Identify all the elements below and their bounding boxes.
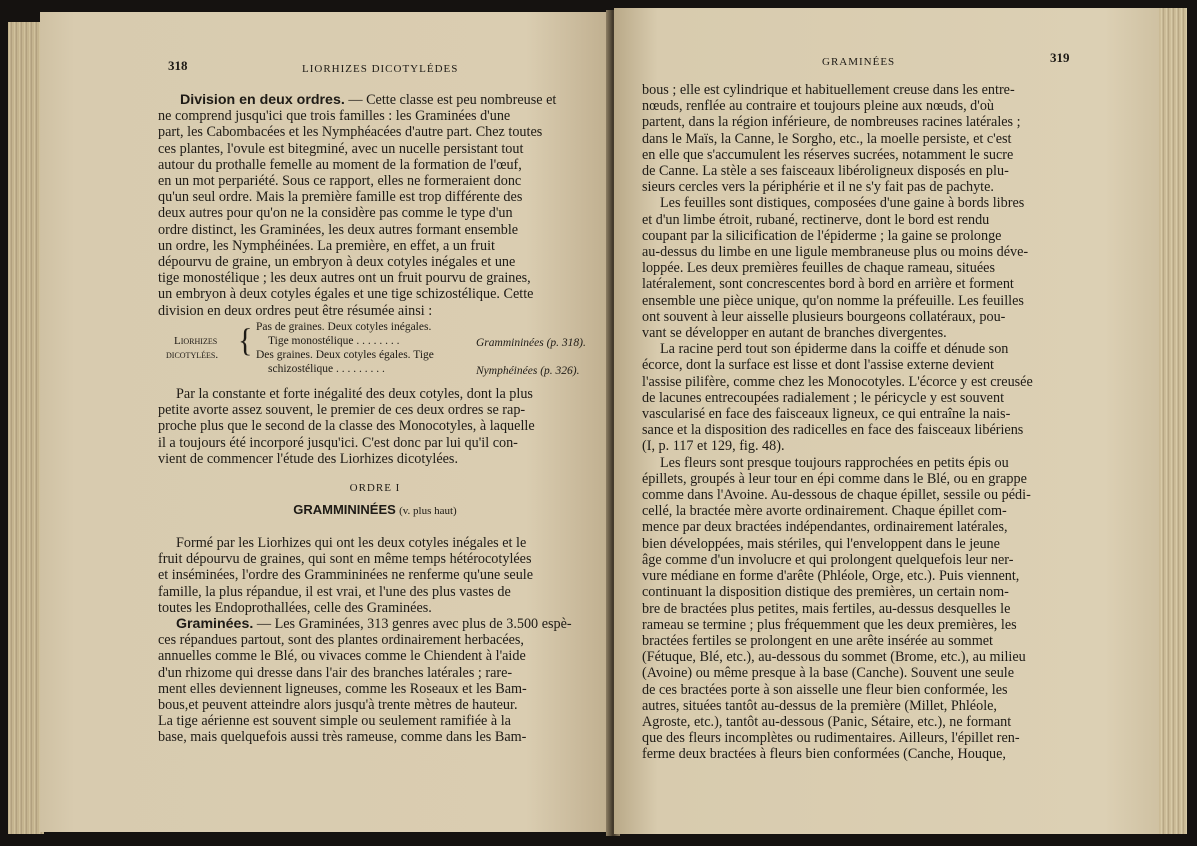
text-line: qu'un seul ordre. Mais la première famille est trop différente des xyxy=(158,189,523,206)
text-line: et inséminées, l'ordre des Grammininées ne renferme qu'une seule xyxy=(158,567,534,584)
text-line: proche plus que le second de la classe des Monocotyles, à laquelle xyxy=(158,418,535,435)
order-label: ORDRE I xyxy=(349,482,401,494)
text-line: (Fétuque, Blé, etc.), au-dessous du sommet (Brome, etc.), au milieu xyxy=(642,649,1026,666)
table-label-2: dicotylées. xyxy=(166,349,219,361)
text-line: que des fleurs incomplètes ou rudimentaires. Ailleurs, l'épillet ren- xyxy=(642,730,1020,747)
text-line: comme dans l'Avoine. Au-dessous de chaque épillet, sessile ou pédi- xyxy=(642,487,1031,504)
text-line: bre de bractées plus petites, mais fertiles, au-dessus desquelles le xyxy=(642,600,1011,617)
text-line: loppée. Les deux premières feuilles de chaque rameau, situées xyxy=(642,260,995,277)
text-line: Par la constante et forte inégalité des deux cotyles, dont la plus xyxy=(176,386,533,402)
left-page xyxy=(40,12,612,832)
text-line: ment elles deviennent ligneuses, comme les Roseaux et les Bam- xyxy=(158,680,527,697)
text-line: part, les Cabombacées et les Nymphéacées d'autre part. Chez toutes xyxy=(158,124,543,141)
text-line: (Avoine) ou même presque à la base (Canche). Souvent une seule xyxy=(642,665,1015,682)
text-line: toutes les Endoprothallées, celle des Graminées. xyxy=(158,599,432,616)
table-row1-line1: Pas de graines. Deux cotyles inégales. xyxy=(256,321,432,333)
table-row1-result: Grammininées (p. 318). xyxy=(476,337,586,349)
text-line: vant se développer en autant de branches divergentes. xyxy=(642,325,947,342)
text-line: de lacunes entrecoupées radialement ; le péricycle y est souvent xyxy=(642,389,1005,406)
table-row2-result: Nymphéinées (p. 326). xyxy=(476,365,580,377)
paragraph-4: Graminées. — Les Graminées, 313 genres avec plus de 3.500 espè- ces répandues partout, sont des plantes ordinairement herbacées, annuelles comme le Blé, ou vivaces comme le Chiendent à l'aide d'un rhizome qui dresse dans l'air des branches latérales ; rare- ment elles deviennent ligneuses, comme les Roseaux et les Bam- bous,et peuvent atteindre alors jusqu'à trente mètres de hauteur. La tige aérienne est souvent simple ou seulement ramifiée à la base, mais quelquefois aussi très rameuse, comme dans les Bam- xyxy=(158,616,592,746)
text-line: partent, dans la région inférieure, de nombreuses racines latérales ; xyxy=(642,114,1021,131)
graminees-heading: Graminées. xyxy=(176,616,254,632)
text-line: vure médiane en forme d'arête (Phléole, Orge, etc.). Puis viennent, xyxy=(642,568,1020,585)
text-line: coupant par la silicification de l'épiderme ; la gaine se prolonge xyxy=(642,227,1002,244)
text-line: écorce, dont la surface est lisse et dont l'assise externe devient xyxy=(642,357,994,374)
text-line: âge comme d'un involucre et qui prolongent quelquefois leur ner- xyxy=(642,551,1014,568)
text-line: l'assise pilifère, comme chez les Monocotyles. L'écorce y est creusée xyxy=(642,373,1033,390)
page-number-right: 319 xyxy=(1050,50,1070,65)
text-line: continuant la disposition distique des premières, un certain nom- xyxy=(642,584,1009,601)
order-title: GRAMMININÉES xyxy=(293,502,396,517)
text-line: petite avorte assez souvent, le premier de ces deux ordres se rap- xyxy=(158,402,526,419)
running-header-right: GRAMINÉES xyxy=(822,56,896,68)
text-line: épillets, groupés à leur tour en épi comme dans le Blé, ou en grappe xyxy=(642,470,1027,487)
text-line: vascularisé en face des faisceaux ligneux, ce qui entraîne la nais- xyxy=(642,406,1011,423)
text-line: deux autres pour qu'on ne la considère pas comme le type d'un xyxy=(158,205,513,222)
text-line: rameau se termine ; plus fréquemment que les deux premières, les xyxy=(642,616,1017,633)
text-line: sance et la disposition des radicelles en face des faisceaux libériens xyxy=(642,422,1024,439)
text-line: autour du prothalle femelle au moment de la formation de l'œuf, xyxy=(158,156,522,173)
text-line: ordre distinct, les Graminées, les deux autres formant ensemble xyxy=(158,221,519,238)
text-line: bous,et peuvent atteindre alors jusqu'à trente mètres de hauteur. xyxy=(158,697,518,714)
text-line: (I, p. 117 et 129, fig. 48). xyxy=(642,438,785,455)
text-line: base, mais quelquefois aussi très rameuse, comme dans les Bam- xyxy=(158,729,527,746)
text-line: fruit dépourvu de graines, qui sont en même temps hétérocotylées xyxy=(158,551,532,568)
text-line: dépourvu de graine, un embryon à deux cotyles inégales et une xyxy=(158,254,516,271)
text-line: Les feuilles sont distiques, composées d'une gaine à bords libres xyxy=(660,195,1025,212)
text-line: Formé par les Liorhizes qui ont les deux cotyles inégales et le xyxy=(176,535,527,551)
page-edges-right xyxy=(1155,8,1187,834)
text-line: en elle que s'accumulent les réserves sucrées, notamment le sucre xyxy=(642,146,1014,163)
classification-table xyxy=(158,320,598,380)
right-page-text xyxy=(642,82,1082,763)
text-line: Agroste, etc.), tantôt au-dessous (Panic, Sétaire, etc.), ne formant xyxy=(642,713,1012,730)
text-line: il a toujours été incorporé jusqu'ici. C'est donc par lui qu'il con- xyxy=(158,434,518,451)
right-page xyxy=(614,8,1159,834)
paragraph-3 xyxy=(158,535,592,616)
text-line: au-dessus du limbe en une ligule membraneuse plus ou moins déve- xyxy=(642,244,1029,261)
text-line: un ordre, les Nymphéinées. La première, en effet, a un fruit xyxy=(158,237,495,254)
text-line: en un mot perpariété. Sous ce rapport, elles ne formeraient donc xyxy=(158,173,522,190)
text-line: ferme deux bractées à fleurs bien conformées (Canche, Houque, xyxy=(642,746,1006,763)
text-line: tige monostélique ; les deux autres ont un fruit pourvu de graines, xyxy=(158,270,531,287)
text-line: ne comprend jusqu'ici que trois familles : les Graminées d'une xyxy=(158,108,511,125)
text-line: ces plantes, l'ovule est bitegminé, avec un nucelle persistant tout xyxy=(158,140,524,157)
table-row2-line2: schizostélique . . . . . . . . . xyxy=(268,363,385,375)
table-label-1: Liorhizes xyxy=(174,335,218,347)
brace-icon: { xyxy=(238,322,253,359)
text-line: division en deux ordres peut être résumée ainsi : xyxy=(158,302,433,319)
text-line: annuelles comme le Blé, ou vivaces comme le Chiendent à l'aide xyxy=(158,648,526,665)
section-heading: Division en deux ordres. xyxy=(180,92,345,108)
text-line: de ces bractées porte à son aisselle une fleur bien conformée, les xyxy=(642,681,1008,698)
text-line: La tige aérienne est souvent simple ou seulement ramifiée à la xyxy=(158,713,511,730)
text-line: de Canne. La stèle a ses faisceaux libéroligneux disposés en plu- xyxy=(642,163,1009,180)
text-line: bien développées, mais stériles, qui l'enveloppent dans le jeune xyxy=(642,535,1000,552)
text-line: un embryon à deux cotyles égales et une tige schizostélique. Cette xyxy=(158,286,534,303)
text-line: bractées fertiles se prolongent en une arête insérée au sommet xyxy=(642,632,993,649)
text-line: nœuds, renflée au contraire et toujours pleine aux nœuds, d'où xyxy=(642,98,995,115)
text-line: autres, situées tantôt au-dessus de la première (Millet, Phléole, xyxy=(642,697,997,714)
text-line: sieurs cercles vers la périphérie et il ne s'y fait pas de pachyte. xyxy=(642,179,994,196)
text-line: et d'un limbe étroit, rubané, rectinerve, dont le bord est rendu xyxy=(642,211,990,228)
table-row2-line1: Des graines. Deux cotyles égales. Tige xyxy=(256,349,434,361)
running-header: LIORHIZES DICOTYLÉDES xyxy=(302,63,459,75)
text-line: La racine perd tout son épiderme dans la coiffe et dénude son xyxy=(660,341,1009,358)
text-line: dans le Maïs, la Canne, le Sorgho, etc., la moelle persiste, et c'est xyxy=(642,130,1012,147)
text-line: bous ; elle est cylindrique et habituellement creuse dans les entre- xyxy=(642,82,1015,98)
text-line: d'un rhizome qui dresse dans l'air des branches latérales ; rare- xyxy=(158,664,513,681)
text-line: famille, la plus répandue, il est vrai, et l'une des plus vastes de xyxy=(158,583,511,600)
text-line: ensemble une pièce unique, qu'on nomme la préfeuille. Les feuilles xyxy=(642,292,1024,309)
text-line: vient de commencer l'étude des Liorhizes dicotylées. xyxy=(158,450,458,467)
intro-paragraph: Division en deux ordres. — Cette classe est peu nombreuse et ne comprend jusqu'ici que trois familles : les Graminées d'une part, les Cabombacées et les Nymphéacées d'autre part. Chez toutes ces plantes, l'ovule est bitegminé, avec un nucelle persistant tout autour du prothalle femelle au moment de la formation de l'œuf, en un mot perpariété. Sous ce rapport, elles ne formeraient donc qu'un seul ordre. Mais la première famille est trop différente des deux autres pour qu'on ne la considère pas comme le type d'un ordre distinct, les Graminées, les deux autres formant ensemble un ordre, les Nymphéinées. La première, en effet, a un fruit dépourvu de graine, un embryon à deux cotyles inégales et une tige monostélique ; les deux autres ont un fruit pourvu de graines, un embryon à deux cotyles égales et une tige schizostélique. Cette division en deux ordres peut être résumée ainsi : xyxy=(158,92,592,319)
table-row1-line2: Tige monostélique . . . . . . . . xyxy=(268,335,400,347)
page-edges-left xyxy=(8,22,44,834)
order-title-line xyxy=(158,502,592,518)
text-line: ces répandues partout, sont des plantes ordinairement herbacées, xyxy=(158,632,524,649)
order-note: (v. plus haut) xyxy=(399,505,457,517)
text-line: cellé, la bractée mère avorte ordinairement. Chaque épillet com- xyxy=(642,503,1007,520)
text-line: ont souvent à leur aisselle plusieurs bourgeons collatéraux, pou- xyxy=(642,308,1006,325)
text-line: Les fleurs sont presque toujours rapprochées en petits épis ou xyxy=(660,454,1009,471)
text-line: mence par deux bractées indépendantes, ordinairement latérales, xyxy=(642,519,1008,536)
paragraph-2 xyxy=(158,386,592,467)
text-line: latéralement, sont concrescentes bord à bord en arrière et forment xyxy=(642,276,1014,293)
page-number: 318 xyxy=(168,58,188,73)
